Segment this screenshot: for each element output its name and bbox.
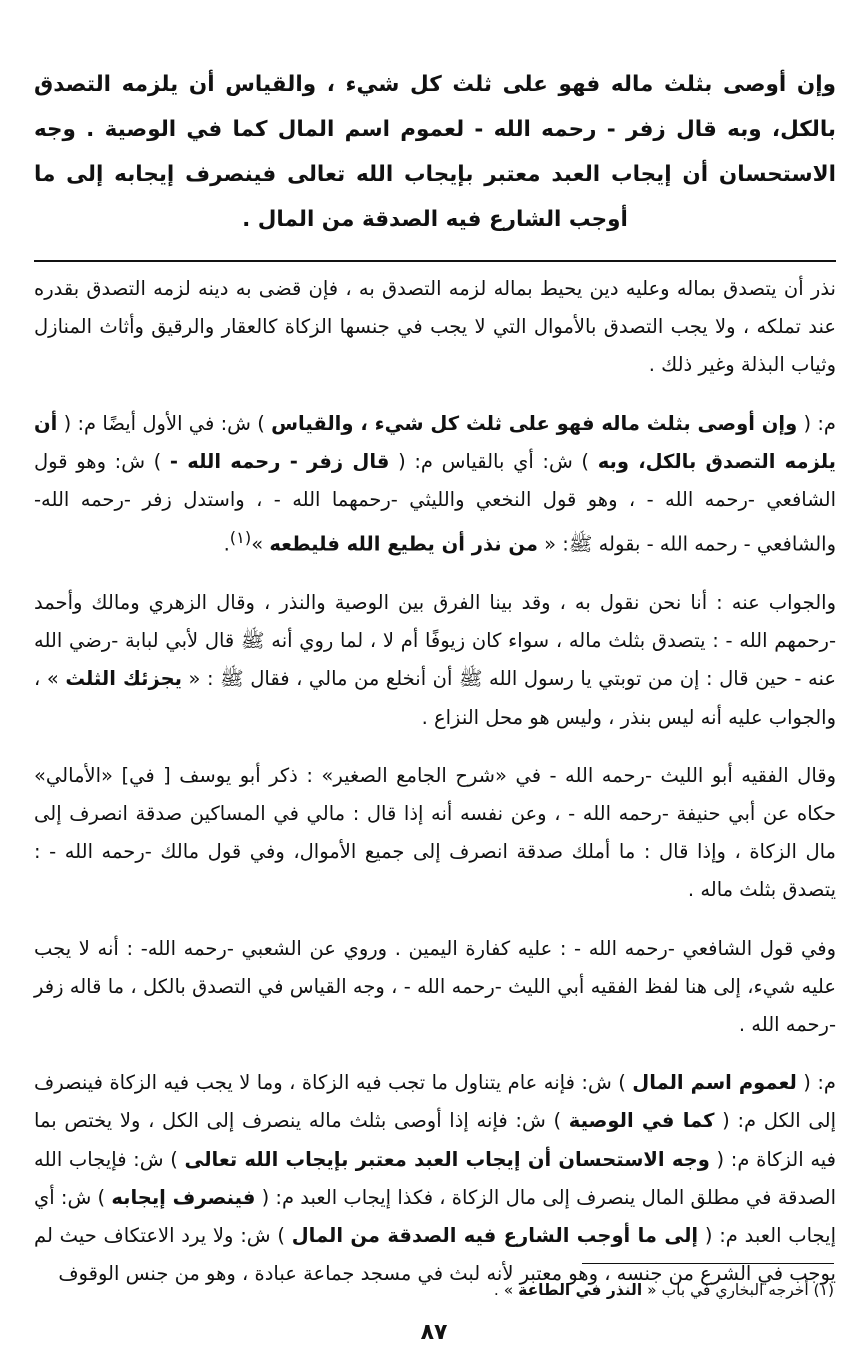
text-run: ) ش: أي إيجاب العبد م: (: [34, 1185, 836, 1247]
matn-quote: أن يلزمه التصدق بالكل، وبه: [34, 411, 836, 473]
matn-quote: لعموم اسم المال: [632, 1071, 797, 1095]
text-run: ) ش: في الأول أيضًا م: (: [57, 411, 272, 435]
footnote-chapter-title: النذر في الطاعة: [518, 1281, 643, 1299]
text-run: ) ش: وهو قول الشافعي -رحمه الله - ، وهو قول النخعي والليثي -رحمهما الله - ، واستدل زفر -رحمه الله- والشافعي - رحمه الله - بقوله ﷺ: «: [34, 449, 836, 556]
commentary-paragraph-1: نذر أن يتصدق بماله وعليه دين يحيط بماله لزمه التصدق به ، فإن قضى به دينه لزمه التصدق بقدره عند تملكه ، ولا يجب التصدق بالأموال التي لا يجب في جنسها الزكاة كالعقار والرقيق وأثاث المنازل وثياب البذلة وغير ذلك .: [34, 277, 836, 377]
footnote-reference: (١): [229, 528, 252, 548]
matn-quote: وإن أوصى بثلث ماله فهو على ثلث كل شيء ، والقياس: [271, 411, 798, 435]
matn-quote: قال زفر - رحمه الله -: [169, 449, 390, 473]
commentary-paragraph-6: [34, 1064, 836, 1293]
page-number: ٨٧: [420, 1320, 448, 1345]
text-run: ) ش: فإنه عام يتناول ما تجب فيه الزكاة ، وما لا يجب فيه الزكاة فينصرف إلى الكل م: (: [34, 1071, 837, 1133]
commentary-paragraph-4: وقال الفقيه أبو الليث -رحمه الله - في «شرح الجامع الصغير» : ذكر أبو يوسف [ في] «الأمالي» حكاه عن أبي حنيفة -رحمه الله - ، وعن نفسه أنه إذا قال : مالي في المساكين صدقة انصرف إلى مال الزكاة ، وإذا قال : ما أملك صدقة انصرف إلى جميع الأموال، وفي قول مالك -رحمه الله - : يتصدق بثلث ماله .: [34, 763, 836, 902]
matn-quote: كما في الوصية: [568, 1109, 715, 1133]
text-run: م: (: [796, 1071, 836, 1095]
footnote-text: » .: [493, 1281, 519, 1299]
footnote-text: (١) أخرجه البخاري في باب «: [642, 1281, 834, 1299]
footnote: [32, 1277, 834, 1303]
matn-quote: وجه الاستحسان أن إيجاب العبد معتبر بإيجاب الله تعالى: [184, 1147, 710, 1171]
text-run: »: [251, 532, 270, 556]
hadith-quote: يجزئك الثلث: [65, 667, 182, 691]
page-body: [34, 62, 836, 1293]
footnote-divider: [582, 1263, 834, 1264]
text-run: ) ش: أي بالقياس م: (: [389, 449, 598, 473]
text-run: ) ش: ولا يرد الاعتكاف حيث لم يوجب في الشرع من جنسه ، وهو معتبر لأنه لبث في مسجد جماعة عبادة ، وهو من جنس الوقوف: [34, 1223, 836, 1286]
commentary-paragraph-5: وفي قول الشافعي -رحمه الله - : عليه كفارة اليمين . وروي عن الشعبي -رحمه الله- : أنه لا يجب عليه شيء، إلى هنا لفظ الفقيه أبي الليث -رحمه الله - ، وجه القياس في التصدق بالكل ، ما قاله زفر -رحمه الله .: [34, 936, 836, 1036]
text-run: .: [223, 532, 230, 556]
hadith-quote: من نذر أن يطيع الله فليطعه: [269, 532, 538, 556]
text-run: ) ش: فإيجاب الله الصدقة في مطلق المال ينصرف إلى مال الزكاة ، فكذا إيجاب العبد م: (: [34, 1147, 836, 1209]
commentary-paragraph-3: [34, 584, 836, 737]
commentary-paragraph-2: [34, 405, 836, 564]
section-divider: [34, 260, 836, 262]
text-run: م: (: [797, 411, 836, 435]
matn-text: وإن أوصى بثلث ماله فهو على ثلث كل شيء ، والقياس أن يلزمه التصدق بالكل، وبه قال زفر - رحمه الله - لعموم اسم المال كما في الوصية . وجه الاستحسان أن إيجاب العبد معتبر بإيجاب الله تعالى فينصرف إيجابه إلى ما أوجب الشارع فيه الصدقة من المال .: [34, 72, 836, 232]
matn-quote: فينصرف إيجابه: [111, 1185, 256, 1209]
matn-quote: إلى ما أوجب الشارع فيه الصدقة من المال: [291, 1223, 699, 1247]
text-run: » ، والجواب عليه أنه ليس بنذر ، وليس هو محل النزاع .: [34, 667, 836, 729]
text-run: والجواب عنه : أنا نحن نقول به ، وقد بينا الفرق بين الوصية والنذر ، وقال الزهري ومالك وأحمد -رحمهم الله - : يتصدق بثلث ماله ، سواء كان زيوفًا أم لا ، لما روي أنه ﷺ قال لأبي لبابة -رضي الله عنه - حين قال : إن من توبتي يا رسول الله ﷺ أن أنخلع من مالي ، فقال ﷺ : «: [34, 590, 836, 691]
text-run: ) ش: فإنه إذا أوصى بثلث ماله ينصرف إلى الكل ، ولا يختص بما فيه الزكاة م: (: [34, 1109, 836, 1171]
